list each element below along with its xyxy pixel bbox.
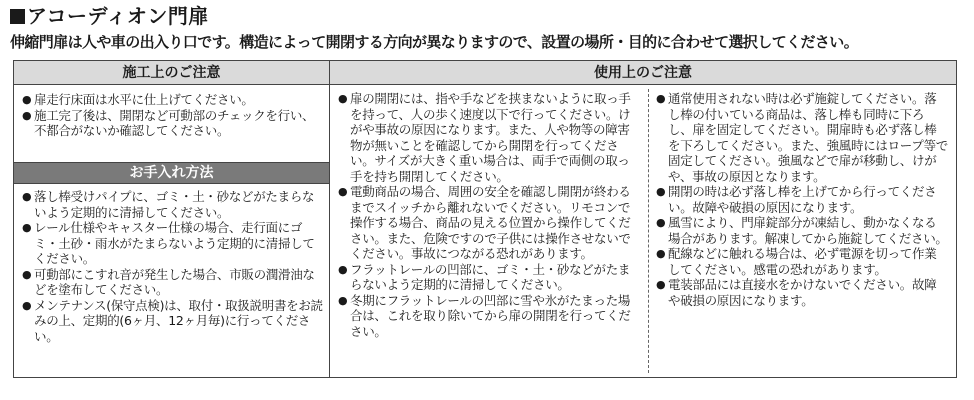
- list-item-text: フラットレールの凹部に、ゴミ・土・砂などがたまらないよう定期的に清掃してください。: [350, 261, 631, 292]
- bullet-icon: ●: [338, 262, 348, 276]
- usage-notes-column-1: [330, 85, 648, 377]
- bullet-icon: ●: [22, 267, 32, 281]
- construction-notes-list: [22, 92, 323, 139]
- list-item-text: レール仕様やキャスター仕様の場合、走行面にゴミ・土砂・雨水がたまらないよう定期的に清掃してください。: [34, 220, 315, 266]
- list-item: [22, 267, 323, 298]
- list-item: [656, 246, 948, 277]
- bullet-icon: ●: [656, 278, 666, 291]
- construction-notes-body: [14, 85, 329, 162]
- list-item-text: 扉走行床面は水平に仕上げてください。: [34, 92, 254, 107]
- list-item-text: 電装部品には直接水をかけないでください。故障や破損の原因になります。: [668, 277, 937, 308]
- list-item: [22, 189, 323, 220]
- list-item: [22, 108, 323, 139]
- left-column: [14, 61, 330, 377]
- list-item: [656, 215, 948, 246]
- notes-table: [13, 60, 957, 378]
- usage-notes-column-2: [648, 85, 956, 377]
- usage-notes-list-1: [338, 91, 640, 339]
- bullet-icon: ●: [22, 221, 32, 234]
- bullet-icon: ●: [338, 92, 348, 105]
- list-item: [22, 92, 323, 108]
- bullet-icon: ●: [656, 92, 666, 105]
- page-title: [10, 4, 209, 28]
- bullet-icon: ●: [656, 247, 666, 260]
- title-square-icon: [10, 9, 25, 24]
- list-item-text: 電動商品の場合、周囲の安全を確認し開閉が終わるまでスイッチから離れないでください。リモコンで操作する場合、商品の見える位置から操作してください。また、危険ですので子供には操作させないでください。事故につながる恐れがあります。: [350, 184, 631, 261]
- list-item-text: 冬期にフラットレールの凹部に雪や氷がたまった場合は、これを取り除いてから扉の開閉を行ってください。: [350, 292, 631, 339]
- list-item-text: 可動部にこすれ音が発生した場合、市販の潤滑油などを塗布してください。: [34, 266, 315, 297]
- bullet-icon: ●: [656, 216, 666, 229]
- care-method-header: お手入れ方法: [14, 162, 329, 184]
- list-item: [656, 184, 948, 215]
- bullet-icon: ●: [22, 298, 32, 312]
- usage-notes-header: 使用上のご注意: [330, 61, 956, 85]
- page-title-text: アコーディオン門扉: [27, 4, 209, 28]
- list-item-text: 風雪により、門扉錠部分が凍結し、動かなくなる場合があります。解凍してから施錠してください。: [668, 215, 948, 246]
- usage-notes-list-2: [656, 91, 948, 308]
- list-item: [338, 184, 640, 262]
- bullet-icon: ●: [656, 185, 666, 198]
- list-item-text: メンテナンス(保守点検)は、取付・取扱説明書をお読みの上、定期的(6ヶ月、12ヶ月毎)に行ってください。: [34, 297, 323, 344]
- bullet-icon: ●: [22, 190, 32, 203]
- bullet-icon: ●: [338, 293, 348, 307]
- page-subtitle: 伸縮門扉は人や車の出入り口です。構造によって開閉する方向が異なりますので、設置の場所・目的に合わせて選択してください。: [10, 33, 859, 51]
- bullet-icon: ●: [338, 185, 348, 198]
- care-method-body: [14, 184, 329, 344]
- list-item-text: 扉の開閉には、指や手などを挟まないように取っ手を持って、人の歩く速度以下で行ってください。けがや事故の原因になります。また、人や物等の障害物が無いことを確認してから開閉を行ってください。サイズが大きく重い場合は、両手で両側の取っ手を持ち開閉してください。: [350, 91, 631, 184]
- bullet-icon: ●: [22, 108, 32, 122]
- list-item: [338, 91, 640, 184]
- bullet-icon: ●: [22, 93, 32, 106]
- list-item-text: 配線などに触れる場合は、必ず電源を切って作業してください。感電の恐れがあります。: [668, 246, 937, 277]
- care-method-list: [22, 189, 323, 344]
- right-column: [330, 61, 956, 377]
- list-item: [656, 277, 948, 308]
- list-item-text: 開閉の時は必ず落し棒を上げてから行ってください。故障や破損の原因になります。: [668, 184, 937, 215]
- list-item: [22, 298, 323, 345]
- list-item: [22, 220, 323, 267]
- list-item-text: 通常使用されない時は必ず施錠してください。落し棒の付いている商品は、落し棒も同時に下ろし、扉を固定してください。開扉時も必ず落し棒を下ろしてください。また、強風時にはロープ等で固定してください。強風などで扉が移動し、けがや、事故の原因となります。: [668, 91, 948, 184]
- list-item: [338, 293, 640, 340]
- list-item-text: 施工完了後は、開閉など可動部のチェックを行い、不都合がないか確認してください。: [34, 107, 315, 138]
- construction-notes-header: 施工上のご注意: [14, 61, 329, 85]
- list-item-text: 落し棒受けパイプに、ゴミ・土・砂などがたまらないよう定期的に清掃してください。: [34, 189, 315, 220]
- list-item: [656, 91, 948, 184]
- usage-notes-body: [330, 85, 956, 377]
- list-item: [338, 262, 640, 293]
